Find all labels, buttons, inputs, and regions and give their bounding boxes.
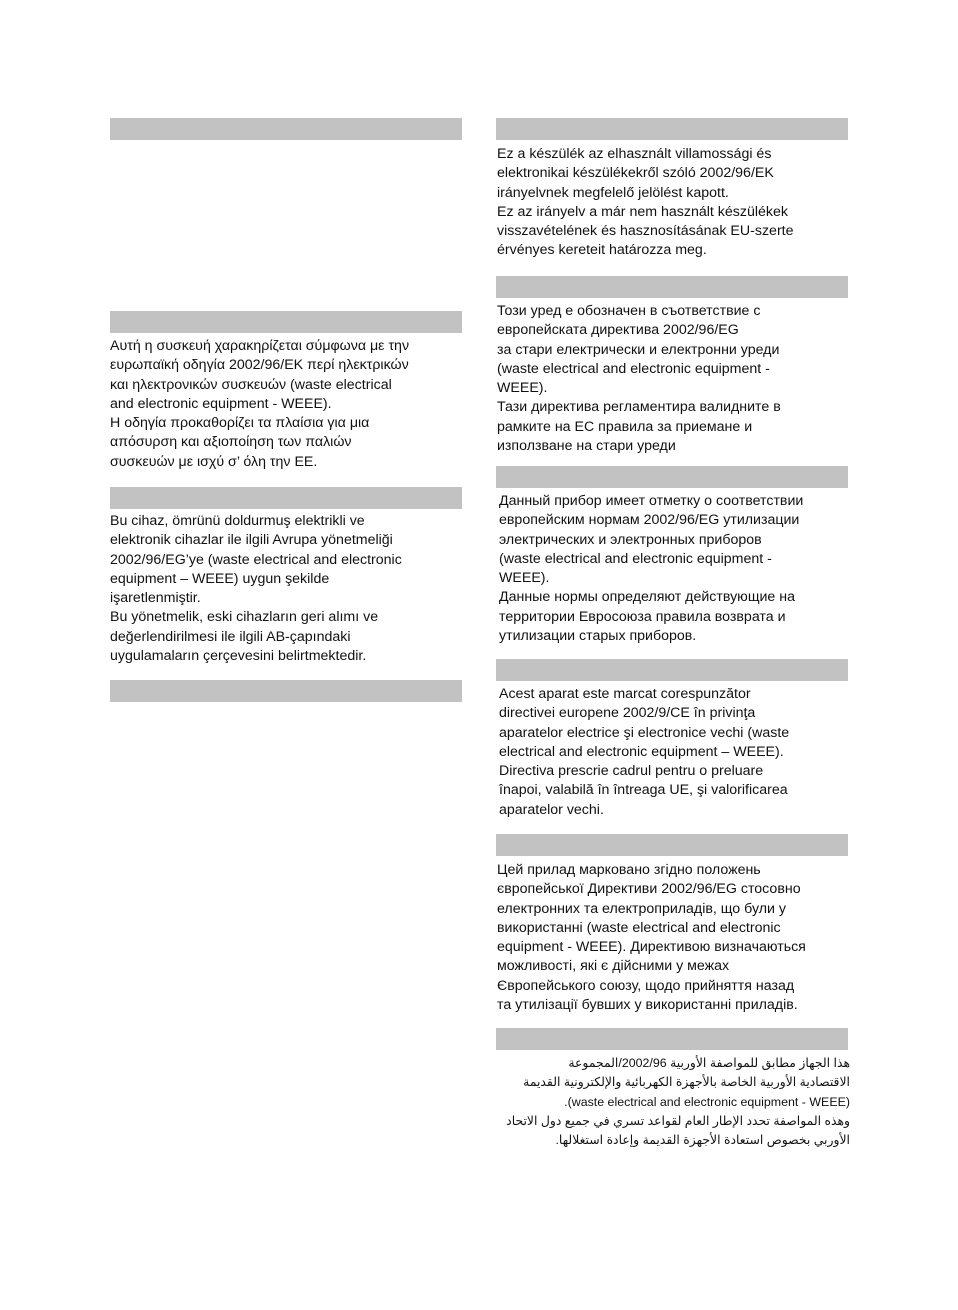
paragraph-bulgarian <box>497 302 849 456</box>
text-line: ευρωπαϊκή οδηγία 2002/96/ΕΚ περί ηλεκτρικών <box>110 357 409 374</box>
text-line: электрических и электронных приборов <box>499 531 762 548</box>
text-line: και ηλεκτρονικών συσκευών (waste electrical <box>110 376 392 393</box>
text-line: irányelvnek megfelelő jelölést kapott. <box>497 184 729 201</box>
text-line: الاقتصادية الأوربية الخاصة بالأجهزة الكهربائية والإلكترونية القديمة <box>523 1075 850 1090</box>
text-line: Цей прилад марковано згідно положень <box>497 862 761 878</box>
text-line: рамките на ЕС правила за приемане и <box>497 418 753 435</box>
text-line: Данные нормы определяют действующие на <box>499 589 795 606</box>
text-line: европейската директива 2002/96/EG <box>497 322 739 339</box>
text-line: електронних та електроприладів, що були у <box>497 900 786 917</box>
text-line: الأوربي بخصوص استعادة الأجهزة القديمة وإعادة استغلالها. <box>555 1133 850 1148</box>
text-line: وهذه المواصفة تحدد الإطار العام لقواعد تسري في جميع دول الاتحاد <box>506 1113 850 1128</box>
text-line: Този уред е обозначен в съответствие с <box>497 303 761 319</box>
text-line: європейської Директиви 2002/96/EG стосовно <box>497 881 801 898</box>
text-line: aparatelor vechi. <box>499 801 604 818</box>
text-line: aparatelor electrice şi electronice vechi (waste <box>499 724 790 741</box>
section-bar-bulgarian <box>496 276 848 298</box>
text-line: απόσυρση και αξιοποίηση των παλιών <box>110 434 352 451</box>
text-line: 2002/96/EG’ye (waste electrical and electronic <box>110 551 402 568</box>
section-bar-ukrainian <box>496 834 848 856</box>
text-line: та утилізації бувших у використанні приладів. <box>497 997 798 1014</box>
text-line: Acest aparat este marcat corespunzător <box>499 686 751 702</box>
text-line: and electronic equipment - WEEE). <box>110 395 332 412</box>
text-line: (waste electrical and electronic equipment - <box>497 360 770 377</box>
text-line: înapoi, valabilă în întreaga UE, şi valorificarea <box>499 782 788 799</box>
text-line: WEEE). <box>497 380 548 397</box>
text-line: утилизации старых приборов. <box>499 628 697 645</box>
paragraph-romanian <box>499 685 851 820</box>
text-line: (waste electrical and electronic equipment - WEEE). <box>564 1094 850 1109</box>
text-line: electrical and electronic equipment – WEEE). <box>499 743 784 760</box>
text-line: за стари електрически и електронни уреди <box>497 341 780 358</box>
text-line: Η οδηγία προκαθορίζει τα πλαίσια για μια <box>110 415 370 432</box>
text-line: işaretlenmiştir. <box>110 590 201 607</box>
section-bar-russian <box>496 466 848 488</box>
section-bar-arabic <box>496 1028 848 1050</box>
text-line: elektronikai készülékekről szóló 2002/96/EK <box>497 165 774 182</box>
text-line: Ez a készülék az elhasznált villamossági és <box>497 146 772 162</box>
paragraph-turkish <box>110 512 462 666</box>
text-line: Ez az irányelv a már nem használt készülékek <box>497 203 788 220</box>
text-line: Bu yönetmelik, eski cihazların geri alımı ve <box>110 609 379 626</box>
text-line: Bu cihaz, ömrünü doldurmuş elektrikli ve <box>110 513 365 529</box>
section-bar-romanian <box>496 659 848 681</box>
section-bar-left-1 <box>110 118 462 140</box>
section-bar-hungarian <box>496 118 848 140</box>
text-line: هذا الجهاز مطابق للمواصفة الأوربية 2002/96/المجموعة <box>568 1056 850 1070</box>
text-line: (waste electrical and electronic equipment - <box>499 550 772 567</box>
text-line: Тази директива регламентира валидните в <box>497 399 781 416</box>
text-line: visszavételének és hasznosításának EU-szerte <box>497 223 794 240</box>
section-bar-turkish <box>110 487 462 509</box>
paragraph-hungarian <box>497 145 849 261</box>
text-line: Αυτή η συσκευή χαρακηρίζεται σύμφωνα με την <box>110 338 410 354</box>
section-bar-greek <box>110 311 462 333</box>
text-line: территории Евросоюза правила возврата и <box>499 608 786 625</box>
text-line: европейским нормам 2002/96/EG утилизации <box>499 512 800 529</box>
text-line: можливості, які є дійсними у межах <box>497 958 730 975</box>
paragraph-arabic <box>470 1054 850 1150</box>
paragraph-ukrainian <box>497 861 849 1015</box>
paragraph-russian <box>499 492 851 646</box>
text-line: Данный прибор имеет отметку о соответствии <box>499 493 804 509</box>
text-line: equipment – WEEE) uygun şekilde <box>110 570 330 587</box>
text-line: érvényes kereteit határozza meg. <box>497 242 707 259</box>
text-line: elektronik cihazlar ile ilgili Avrupa yönetmeliği <box>110 532 393 549</box>
text-line: συσκευών με ισχύ σ’ όλη την ΕΕ. <box>110 453 318 470</box>
text-line: използване на стари уреди <box>497 438 676 455</box>
text-line: WEEE). <box>499 570 550 587</box>
text-line: Європейського союзу, щодо прийняття назад <box>497 977 795 994</box>
text-line: використанні (waste electrical and electronic <box>497 919 781 936</box>
text-line: uygulamaların çerçevesini belirtmektedir. <box>110 648 367 665</box>
text-line: değerlendirilmesi ile ilgili AB-çapındaki <box>110 628 351 645</box>
text-line: Directiva prescrie cadrul pentru o preluare <box>499 763 764 780</box>
paragraph-greek <box>110 337 462 472</box>
text-line: directivei europene 2002/9/CE în privinţa <box>499 705 756 722</box>
section-bar-left-4 <box>110 680 462 702</box>
text-line: equipment - WEEE). Директивою визначаються <box>497 939 806 956</box>
